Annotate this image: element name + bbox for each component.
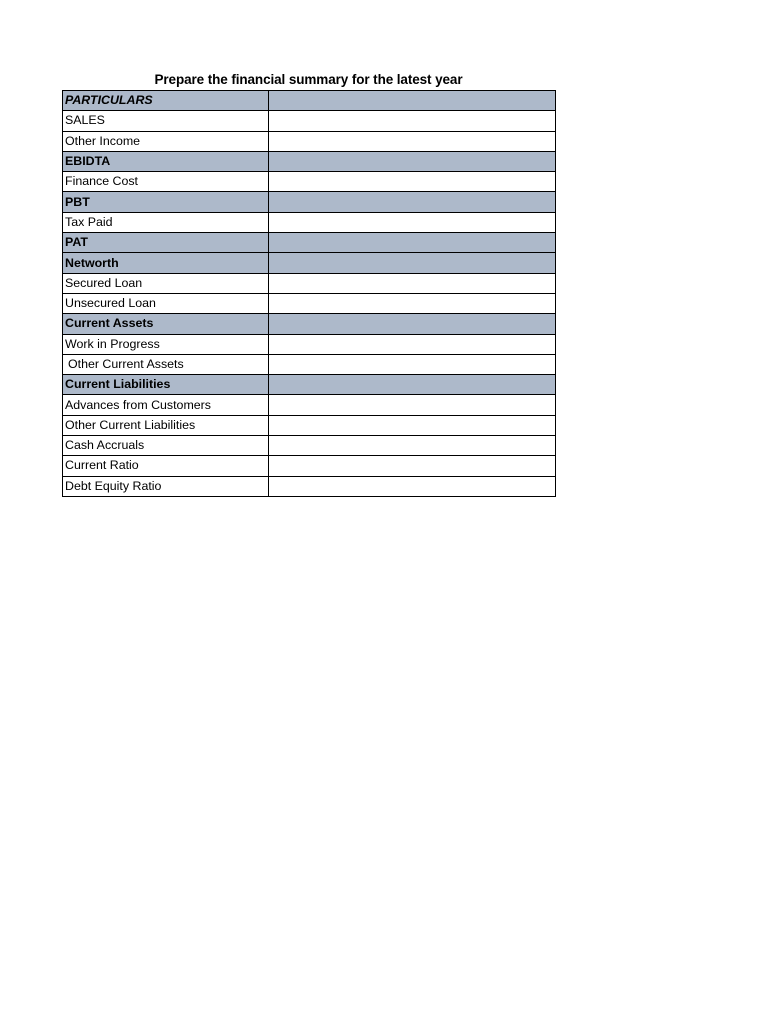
row-label: Unsecured Loan	[63, 293, 269, 313]
table-row	[63, 212, 556, 232]
row-value-cell[interactable]	[269, 131, 556, 151]
table-row	[63, 456, 556, 476]
financial-summary-table	[62, 90, 556, 497]
table-row	[63, 354, 556, 374]
row-label: Current Ratio	[63, 456, 269, 476]
table-row	[63, 233, 556, 253]
row-label: PBT	[63, 192, 269, 212]
row-label: PARTICULARS	[63, 91, 269, 111]
row-label: Tax Paid	[63, 212, 269, 232]
row-value-cell[interactable]	[269, 354, 556, 374]
table-row	[63, 436, 556, 456]
row-value-cell[interactable]	[269, 395, 556, 415]
row-label: Current Assets	[63, 314, 269, 334]
row-value-cell[interactable]	[269, 293, 556, 313]
row-label: Finance Cost	[63, 172, 269, 192]
row-value-cell[interactable]	[269, 334, 556, 354]
document-title: Prepare the financial summary for the latest year	[154, 72, 463, 87]
row-label: Other Current Assets	[63, 354, 269, 374]
row-value-cell[interactable]	[269, 436, 556, 456]
row-label: Debt Equity Ratio	[63, 476, 269, 496]
financial-summary-sheet	[62, 69, 555, 497]
row-value-cell[interactable]	[269, 151, 556, 171]
row-label: Work in Progress	[63, 334, 269, 354]
table-row	[63, 395, 556, 415]
table-row	[63, 415, 556, 435]
row-value-cell[interactable]	[269, 415, 556, 435]
table-row	[63, 293, 556, 313]
table-row	[63, 91, 556, 111]
row-value-cell[interactable]	[269, 456, 556, 476]
row-value-cell[interactable]	[269, 172, 556, 192]
row-value-cell[interactable]	[269, 233, 556, 253]
row-label: Current Liabilities	[63, 375, 269, 395]
row-value-cell[interactable]	[269, 111, 556, 131]
row-label: EBIDTA	[63, 151, 269, 171]
table-row	[63, 334, 556, 354]
table-row	[63, 375, 556, 395]
table-row	[63, 273, 556, 293]
table-row	[63, 476, 556, 496]
row-label: SALES	[63, 111, 269, 131]
table-row	[63, 131, 556, 151]
row-value-cell[interactable]	[269, 91, 556, 111]
row-label: Other Current Liabilities	[63, 415, 269, 435]
table-row	[63, 192, 556, 212]
table-row	[63, 172, 556, 192]
row-label: Cash Accruals	[63, 436, 269, 456]
table-row	[63, 253, 556, 273]
row-value-cell[interactable]	[269, 273, 556, 293]
row-value-cell[interactable]	[269, 476, 556, 496]
row-value-cell[interactable]	[269, 253, 556, 273]
row-value-cell[interactable]	[269, 314, 556, 334]
table-row	[63, 151, 556, 171]
row-value-cell[interactable]	[269, 192, 556, 212]
row-value-cell[interactable]	[269, 212, 556, 232]
row-label: Networth	[63, 253, 269, 273]
table-row	[63, 111, 556, 131]
row-label: Secured Loan	[63, 273, 269, 293]
row-value-cell[interactable]	[269, 375, 556, 395]
row-label: Other Income	[63, 131, 269, 151]
table-row	[63, 314, 556, 334]
row-label: PAT	[63, 233, 269, 253]
row-label: Advances from Customers	[63, 395, 269, 415]
